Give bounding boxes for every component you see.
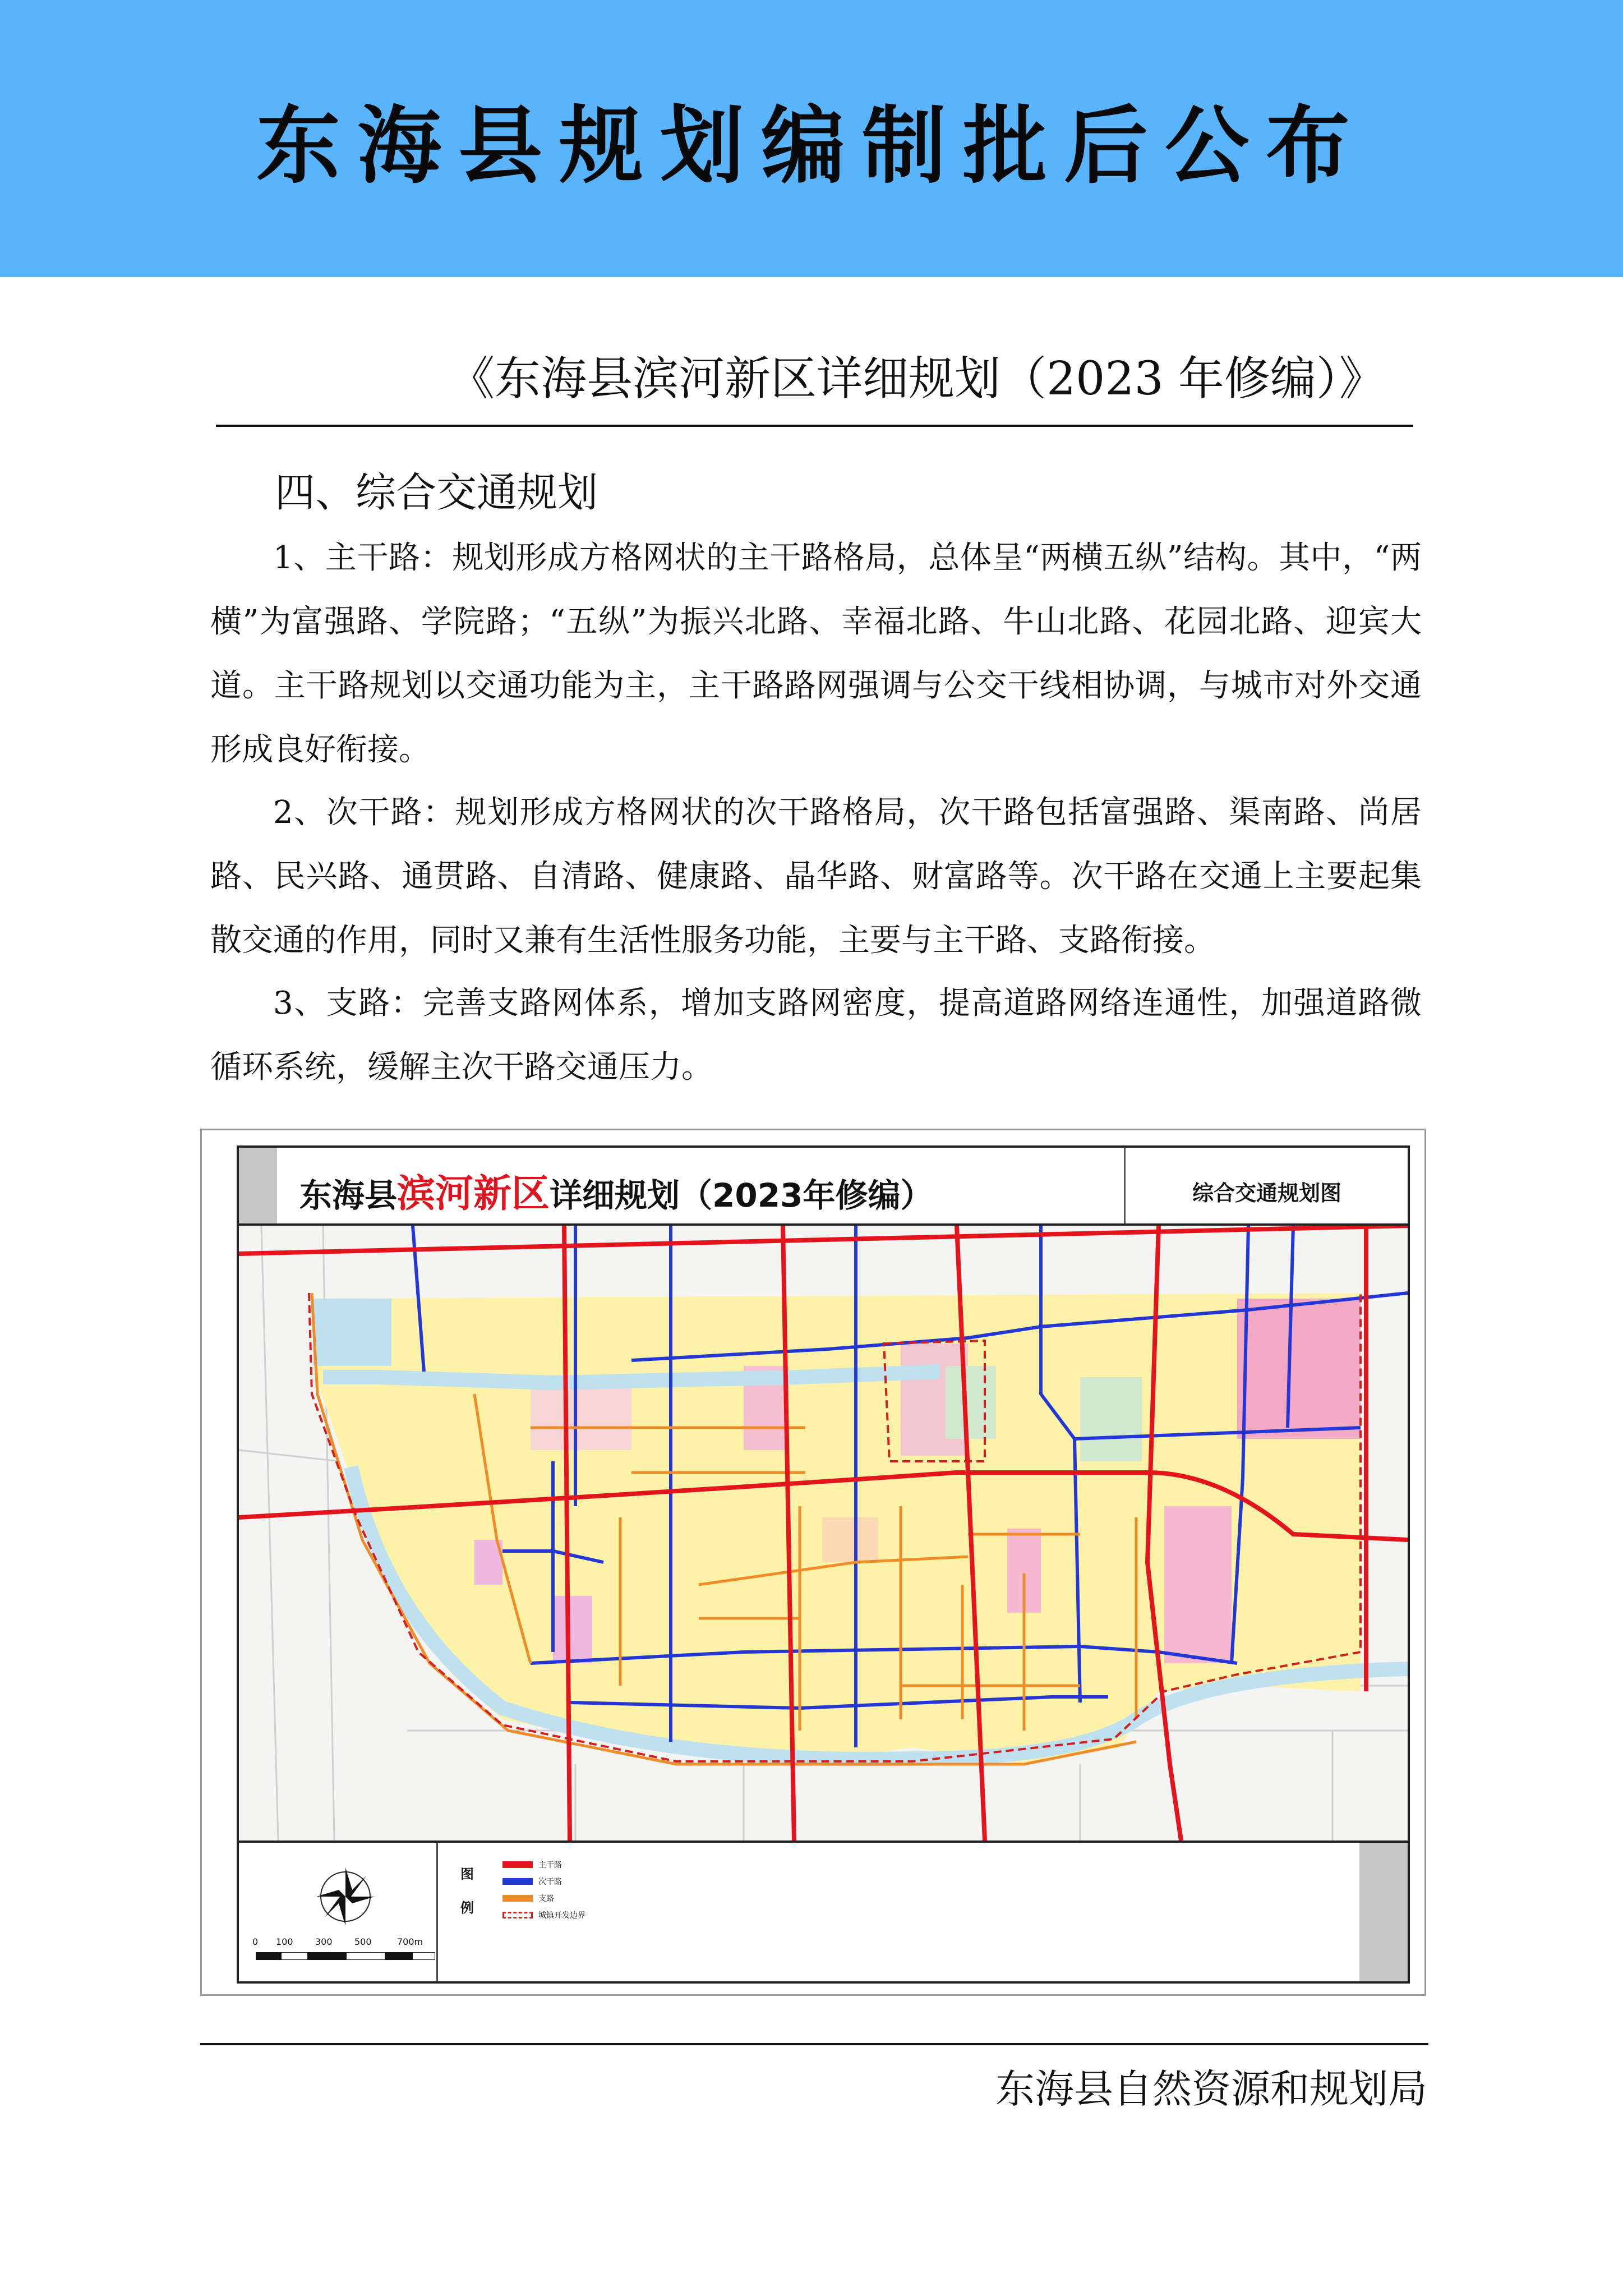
legend-item-primary-road (502, 1858, 562, 1871)
legend-divider (436, 1843, 438, 1984)
legend-swatch-boundary (502, 1912, 533, 1918)
map-legend-panel (239, 1841, 1408, 1984)
legend-swatch-primary (502, 1861, 533, 1868)
legend-label-primary: 主干路 (538, 1861, 562, 1870)
legend-heading-bottom: 例 (460, 1899, 474, 1916)
legend-item-secondary-road (502, 1875, 562, 1888)
map-subtitle: 综合交通规划图 (1192, 1181, 1342, 1205)
map-header-divider (1124, 1148, 1126, 1223)
legend-swatch-branch (502, 1895, 533, 1902)
legend-side-block (1359, 1843, 1408, 1984)
footer-organization: 东海县自然资源和规划局 (995, 2066, 1427, 2112)
banner-title: 东海县规划编制批后公布 (256, 98, 1367, 195)
map-header (239, 1148, 1408, 1226)
title-rule (216, 425, 1413, 427)
paragraph-primary-roads: 1、主干路：规划形成方格网状的主干路格局，总体呈“两横五纵”结构。其中，“两横”为富强路、学院路；“五纵”为振兴北路、幸福北路、牛山北路、花园北路、迎宾大道。主干路规划以交通功能为主，主干路路网强调与公交干线相协调，与城市对外交通形成良好衔接。 (210, 540, 1422, 768)
traffic-plan-map (237, 1145, 1410, 1984)
footer-rule (200, 2043, 1428, 2045)
section-heading: 四、综合交通规划 (275, 469, 598, 516)
legend-label-boundary: 城镇开发边界 (538, 1911, 585, 1920)
document-title: 《东海县滨河新区详细规划（2023 年修编）》 (449, 352, 1385, 406)
legend-item-boundary (502, 1909, 585, 1921)
compass-rose-icon (312, 1863, 379, 1930)
scale-tick-0: 0 (252, 1936, 259, 1947)
road-network-drawing (239, 1226, 1408, 1841)
legend-swatch-secondary (502, 1878, 533, 1885)
scale-tick-100: 100 (276, 1936, 293, 1947)
map-title-highlight: 滨河新区 (397, 1172, 550, 1216)
legend-label-secondary: 次干路 (538, 1878, 562, 1887)
scale-bar (256, 1952, 435, 1960)
scale-tick-700m: 700m (397, 1936, 423, 1947)
legend-label-branch: 支路 (538, 1894, 554, 1903)
map-title (299, 1163, 933, 1218)
paragraph-branch-roads: 3、支路：完善支路网体系，增加支路网密度，提高道路网络连通性，加强道路微循环系统，缓解主次干路交通压力。 (210, 985, 1422, 1085)
scale-tick-500: 500 (354, 1936, 372, 1947)
legend-item-branch-road (502, 1892, 554, 1904)
legend-heading-top: 图 (460, 1866, 474, 1882)
map-title-prefix: 东海县 (299, 1176, 398, 1214)
map-header-side-block (239, 1148, 277, 1223)
scale-tick-300: 300 (315, 1936, 333, 1947)
map-title-suffix: 详细规划（2023年修编） (550, 1176, 933, 1214)
paragraph-secondary-roads: 2、次干路：规划形成方格网状的次干路格局，次干路包括富强路、渠南路、尚居路、民兴路、通贯路、自清路、健康路、晶华路、财富路等。次干路在交通上主要起集散交通的作用，同时又兼有生活性服务功能，主要与主干路、支路衔接。 (210, 794, 1422, 959)
